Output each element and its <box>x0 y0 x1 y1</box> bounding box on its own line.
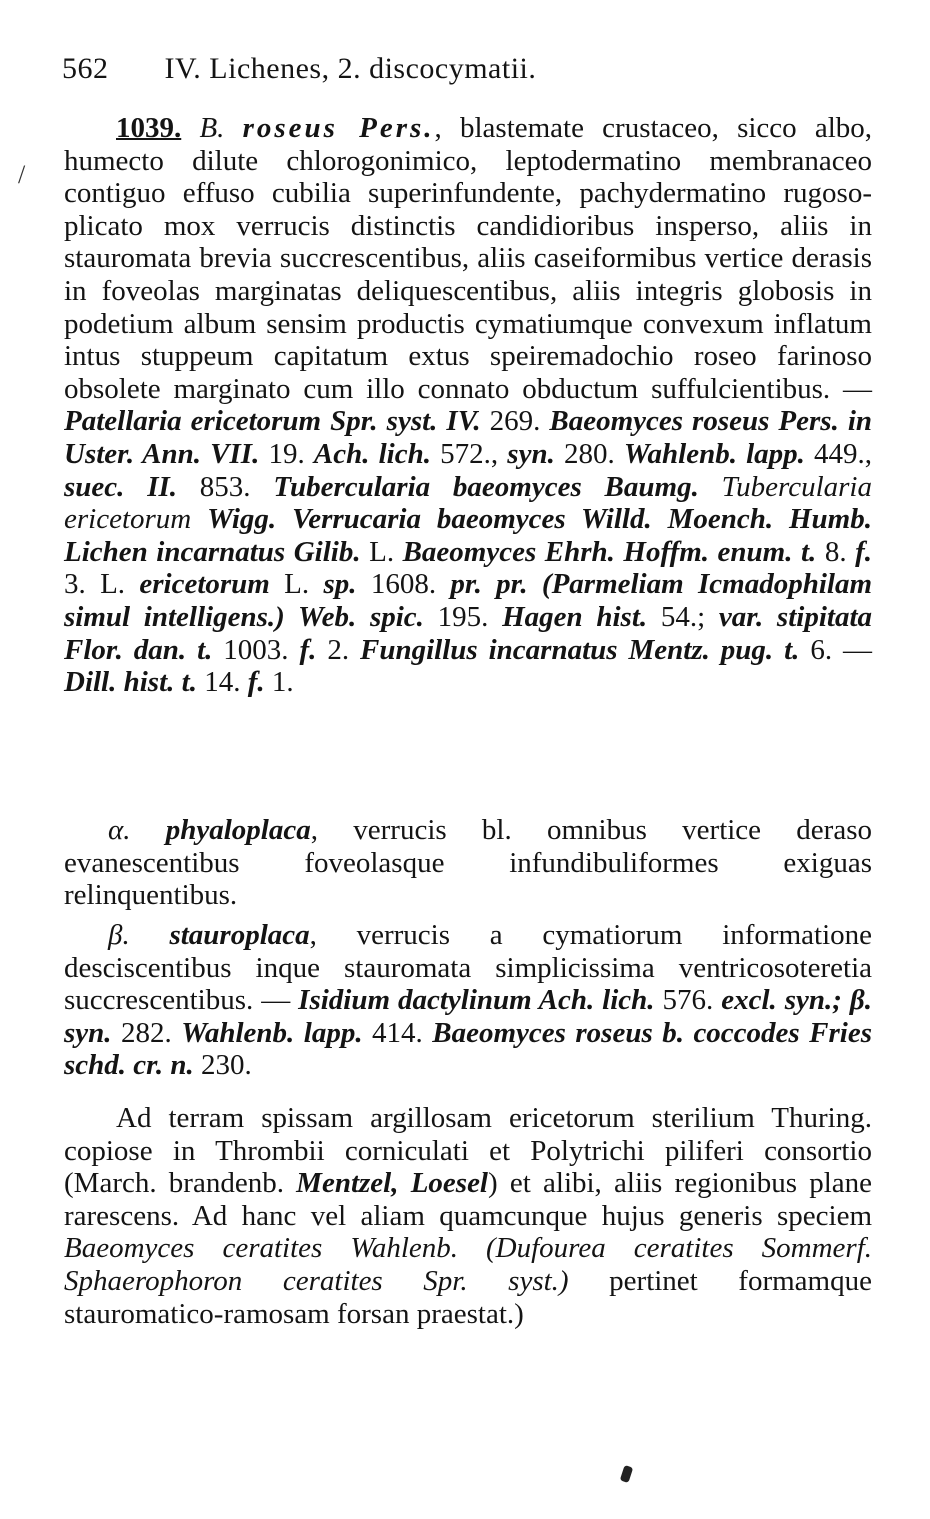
page-number: 562 <box>62 52 109 85</box>
variety-label: β. <box>108 919 130 951</box>
text-run: Fungillus incarnatus Mentz. pug. t. <box>360 633 800 666</box>
text-run: L. <box>360 535 403 568</box>
text-run: syn. <box>507 437 555 470</box>
text-run: Tubercularia ericetorum <box>64 470 872 536</box>
text-run: Baeomyces roseus Pers. in Uster. Ann. VII. <box>64 405 873 470</box>
text-run: suec. II. <box>64 470 178 503</box>
text-run: Wigg. <box>207 503 277 536</box>
running-title: IV. Lichenes, 2. discocymatii. <box>164 52 537 85</box>
text-run: Isidium dactylinum Ach. lich. <box>290 984 655 1017</box>
text-run: Ad terram spissam argillosam ericetorum sterilium Thuring. copiose in Thrombii corniculati et Polytrichi piliferi consortio (March. brandenb. <box>64 1102 872 1200</box>
text-run: 414. <box>362 1016 433 1049</box>
text-run: 1. <box>264 666 294 699</box>
text-run: ) et alibi, aliis regionibus plane rarescens. Ad hanc vel aliam quamcunque hujus generis speciem <box>64 1167 873 1232</box>
text-run: f. <box>247 666 265 699</box>
variety-description: , verrucis bl. omnibus vertice deraso evanescentibus foveolasque infundibuliformes exiguas relinquentibus. <box>64 814 872 912</box>
genus-abbrev: B. <box>199 112 225 144</box>
running-header <box>62 52 536 86</box>
variety-alpha <box>64 814 872 912</box>
text-run: Baeomyces Ehrh. Hoffm. enum. t. <box>402 535 817 568</box>
margin-mark: / <box>18 160 26 189</box>
text-run: coccodes Fries schd. cr. n. <box>64 1016 873 1082</box>
text-run: Patellaria ericetorum Spr. syst. IV. <box>64 405 481 438</box>
text-run: 230. <box>193 1049 252 1082</box>
text-run: 1608. <box>356 568 451 601</box>
text-run: 6. — <box>799 633 873 666</box>
text-run <box>699 471 722 503</box>
text-run: excl. syn.; β. syn. <box>64 984 872 1049</box>
text-run: Tubercularia baeomyces Baumg. <box>273 470 699 503</box>
text-run: Ach. lich. <box>313 437 431 470</box>
species-name: roseus Pers. <box>242 112 435 144</box>
text-run: Wahlenb. lapp. <box>623 437 805 470</box>
text-run: var. stipitata Flor. dan. t. <box>64 600 872 666</box>
text-run: f. <box>299 633 317 666</box>
text-run <box>191 503 207 535</box>
ink-speck <box>620 1465 634 1483</box>
text-run: 449., <box>804 437 873 470</box>
text-run: 572., <box>430 437 508 470</box>
text-run: Mentzel, Loesel <box>296 1167 488 1200</box>
synonymy <box>64 405 872 698</box>
variety-label: α. <box>108 814 131 846</box>
text-run: L. <box>269 568 324 601</box>
text-run: 19. <box>259 437 314 470</box>
text-run: ericetorum <box>139 568 270 601</box>
text-run: 269. <box>480 405 550 438</box>
text-run: Baeomyces ceratites Wahlenb. (Dufourea ceratites Sommerf. Sphaerophoron ceratites Spr. syst.) <box>64 1232 872 1297</box>
text-run: 2. <box>316 633 361 666</box>
text-run: Verrucaria baeomyces Willd. Moench. Humb. Lichen incarnatus Gilib. <box>64 503 872 568</box>
entry-number: 1039. <box>116 112 182 144</box>
text-run: Baeomyces roseus b. <box>432 1016 684 1049</box>
text-run: pertinet formamque stauromatico-ramosam forsan praestat.) <box>64 1264 872 1330</box>
text-run: 853. <box>177 470 274 503</box>
text-run: 282. <box>111 1016 182 1049</box>
text-run: Wahlenb. lapp. <box>181 1016 363 1049</box>
text-run <box>276 503 292 535</box>
text-run: f. <box>855 535 872 568</box>
variety-name: phyaloplaca <box>165 814 311 846</box>
text-run: 8. <box>816 535 856 568</box>
species-entry: 1039. B. roseus Pers., blastemate crustaceo, sicco albo, humecto dilute chlorogonimico, leptodermatino membranaceo contiguo effuso cubilia superinfundente, pachydermatino rugoso-plicato mox verrucis distinctis candidioribus insperso, aliis in stauromata brevia succrescentibus, aliis caseiformibus vertice derasis in foveolas marginatas deliquescentibus, aliis integris globosis in podetium album sensim productis cymatiumque convexum inflatum intus stuppeum capitatum extus speiremadochio roseo farinoso obsolete marginato cum illo connato obductum suffulcientibus. — Patellaria ericetorum Spr. syst. IV. 269. Baeomyces roseus Pers. in Uster. Ann. VII. 19. Ach. lich. 572., syn. 280. Wahlenb. lapp. 449., suec. II. 853. Tubercularia baeomyces Baumg. Tubercularia ericetorum Wigg. Verrucaria baeomyces Willd. Moench. Humb. Lichen incarnatus Gilib. L. Baeomyces Ehrh. Hoffm. enum. t. 8. f. 3. L. ericetorum L. sp. 1608. pr. pr. (Parmeliam Icmadophilam simul intelligens.) Web. spic. 195. Hagen hist. 54.; var. stipitata Flor. dan. t. 1003. f. 2. Fungillus incarnatus Mentz. pug. t. 6. — Dill. hist. t. 14. f. 1. <box>64 112 873 699</box>
text-run: 1003. <box>212 633 300 666</box>
text-run: 195. <box>423 600 503 633</box>
text-run: pr. pr. (Parmeliam Icmadophilam simul intelligens.) Web. spic. <box>64 568 873 633</box>
text-run: 576. <box>654 984 722 1017</box>
text-run: Dill. hist. t. <box>64 666 197 699</box>
variety-beta <box>64 919 872 1082</box>
variety-name: stauroplaca <box>169 919 310 951</box>
text-run: 54.; <box>647 600 719 633</box>
text-run: 3. L. <box>64 568 140 601</box>
habitat-paragraph <box>64 1102 872 1330</box>
text-run: sp. <box>323 568 357 601</box>
text-run: 14. <box>196 666 248 699</box>
species-description: blastemate crustaceo, sicco albo, humecto dilute chlorogonimico, leptodermatino membranaceo contiguo effuso cubilia superinfundente, pachydermatino rugoso-plicato mox verrucis distinctis candidioribus insperso, aliis in stauromata brevia succrescentibus, aliis caseiformibus vertice derasis in foveolas marginatas deliquescentibus, aliis integris globosis in podetium album sensim productis cymatiumque convexum inflatum intus stuppeum capitatum extus speiremadochio roseo farinoso obsolete marginato cum illo connato obductum suffulcientibus. — <box>64 112 873 405</box>
text-run: 280. <box>554 437 624 470</box>
variety-description: , verrucis a cymatiorum informatione desciscentibus inque stauromata simplicissima ventricosoteretia succrescentibus. — <box>64 919 872 1017</box>
text-run: Hagen hist. <box>502 600 648 633</box>
